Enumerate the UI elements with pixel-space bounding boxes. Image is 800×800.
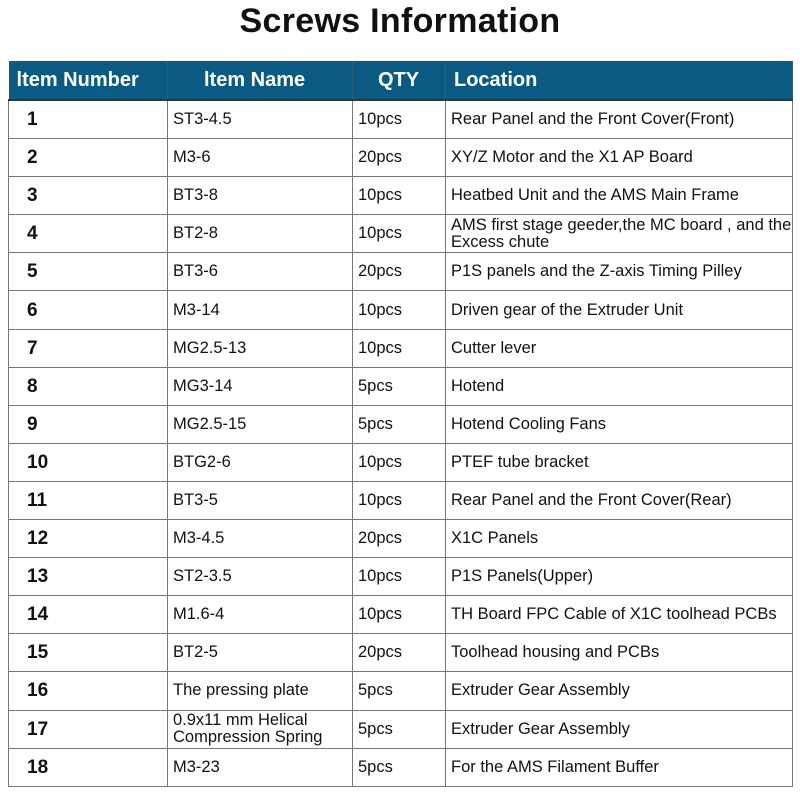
qty-cell: 10pcs	[353, 291, 446, 329]
column-header-item-name: ltem Name	[168, 61, 353, 100]
qty-cell: 20pcs	[353, 634, 446, 672]
qty-cell: 10pcs	[353, 558, 446, 596]
qty-cell: 10pcs	[353, 215, 446, 253]
location-cell: AMS first stage geeder,the MC board , and the Excess chute	[446, 215, 793, 253]
qty-cell: 10pcs	[353, 596, 446, 634]
table-header-row	[9, 61, 793, 100]
table-row	[9, 748, 793, 786]
item-name-cell: BT2-8	[168, 215, 353, 253]
qty-cell: 20pcs	[353, 139, 446, 177]
qty-cell: 10pcs	[353, 481, 446, 519]
item-number-cell: 7	[9, 329, 168, 367]
item-number-cell: 4	[9, 215, 168, 253]
item-name-cell: MG2.5-15	[168, 405, 353, 443]
column-header-item-number: ltem Number	[9, 61, 168, 100]
item-name-cell: MG2.5-13	[168, 329, 353, 367]
location-cell: Extruder Gear Assembly	[446, 672, 793, 710]
table-row	[9, 520, 793, 558]
item-name-cell: ST3-4.5	[168, 100, 353, 139]
qty-cell: 10pcs	[353, 100, 446, 139]
table-row	[9, 100, 793, 139]
location-cell: Extruder Gear Assembly	[446, 710, 793, 748]
item-number-cell: 12	[9, 520, 168, 558]
table-row	[9, 253, 793, 291]
item-number-cell: 17	[9, 710, 168, 748]
location-cell: Driven gear of the Extruder Unit	[446, 291, 793, 329]
location-cell: PTEF tube bracket	[446, 443, 793, 481]
item-number-cell: 3	[9, 177, 168, 215]
table-row	[9, 177, 793, 215]
table-row	[9, 596, 793, 634]
column-header-location: Location	[446, 61, 793, 100]
item-name-cell: The pressing plate	[168, 672, 353, 710]
screws-table	[8, 61, 793, 787]
item-name-cell: MG3-14	[168, 367, 353, 405]
item-number-cell: 15	[9, 634, 168, 672]
table-row	[9, 291, 793, 329]
column-header-qty: QTY	[353, 61, 446, 100]
item-name-cell: 0.9x11 mm Helical Compression Spring	[168, 710, 353, 748]
table-row	[9, 558, 793, 596]
item-name-cell: M3-6	[168, 139, 353, 177]
item-name-cell: BT3-8	[168, 177, 353, 215]
item-number-cell: 1	[9, 100, 168, 139]
qty-cell: 10pcs	[353, 177, 446, 215]
location-cell: XY/Z Motor and the X1 AP Board	[446, 139, 793, 177]
item-number-cell: 2	[9, 139, 168, 177]
item-number-cell: 8	[9, 367, 168, 405]
location-cell: Hotend	[446, 367, 793, 405]
qty-cell: 10pcs	[353, 443, 446, 481]
table-row	[9, 481, 793, 519]
page-title: Screws Information	[239, 2, 561, 40]
table-row	[9, 710, 793, 748]
qty-cell: 20pcs	[353, 253, 446, 291]
item-name-cell: M1.6-4	[168, 596, 353, 634]
table-row	[9, 443, 793, 481]
item-number-cell: 18	[9, 748, 168, 786]
qty-cell: 20pcs	[353, 520, 446, 558]
table-row	[9, 215, 793, 253]
location-cell: X1C Panels	[446, 520, 793, 558]
location-cell: Heatbed Unit and the AMS Main Frame	[446, 177, 793, 215]
table-row	[9, 329, 793, 367]
qty-cell: 5pcs	[353, 405, 446, 443]
table-row	[9, 672, 793, 710]
location-cell: TH Board FPC Cable of X1C toolhead PCBs	[446, 596, 793, 634]
item-number-cell: 11	[9, 481, 168, 519]
location-cell: For the AMS Filament Buffer	[446, 748, 793, 786]
item-name-cell: BTG2-6	[168, 443, 353, 481]
table-row	[9, 139, 793, 177]
item-number-cell: 9	[9, 405, 168, 443]
item-name-cell: BT3-6	[168, 253, 353, 291]
qty-cell: 5pcs	[353, 748, 446, 786]
item-number-cell: 6	[9, 291, 168, 329]
item-number-cell: 14	[9, 596, 168, 634]
qty-cell: 5pcs	[353, 710, 446, 748]
item-name-cell: M3-23	[168, 748, 353, 786]
qty-cell: 5pcs	[353, 367, 446, 405]
item-name-cell: M3-4.5	[168, 520, 353, 558]
location-cell: Rear Panel and the Front Cover(Rear)	[446, 481, 793, 519]
item-number-cell: 10	[9, 443, 168, 481]
table-row	[9, 405, 793, 443]
qty-cell: 5pcs	[353, 672, 446, 710]
location-cell: Cutter lever	[446, 329, 793, 367]
location-cell: Rear Panel and the Front Cover(Front)	[446, 100, 793, 139]
location-cell: P1S panels and the Z-axis Timing Pilley	[446, 253, 793, 291]
item-number-cell: 13	[9, 558, 168, 596]
table-row	[9, 367, 793, 405]
location-cell: Hotend Cooling Fans	[446, 405, 793, 443]
item-number-cell: 5	[9, 253, 168, 291]
location-cell: P1S Panels(Upper)	[446, 558, 793, 596]
item-name-cell: BT2-5	[168, 634, 353, 672]
qty-cell: 10pcs	[353, 329, 446, 367]
location-cell: Toolhead housing and PCBs	[446, 634, 793, 672]
item-name-cell: M3-14	[168, 291, 353, 329]
item-name-cell: BT3-5	[168, 481, 353, 519]
item-name-cell: ST2-3.5	[168, 558, 353, 596]
item-number-cell: 16	[9, 672, 168, 710]
table-row	[9, 634, 793, 672]
